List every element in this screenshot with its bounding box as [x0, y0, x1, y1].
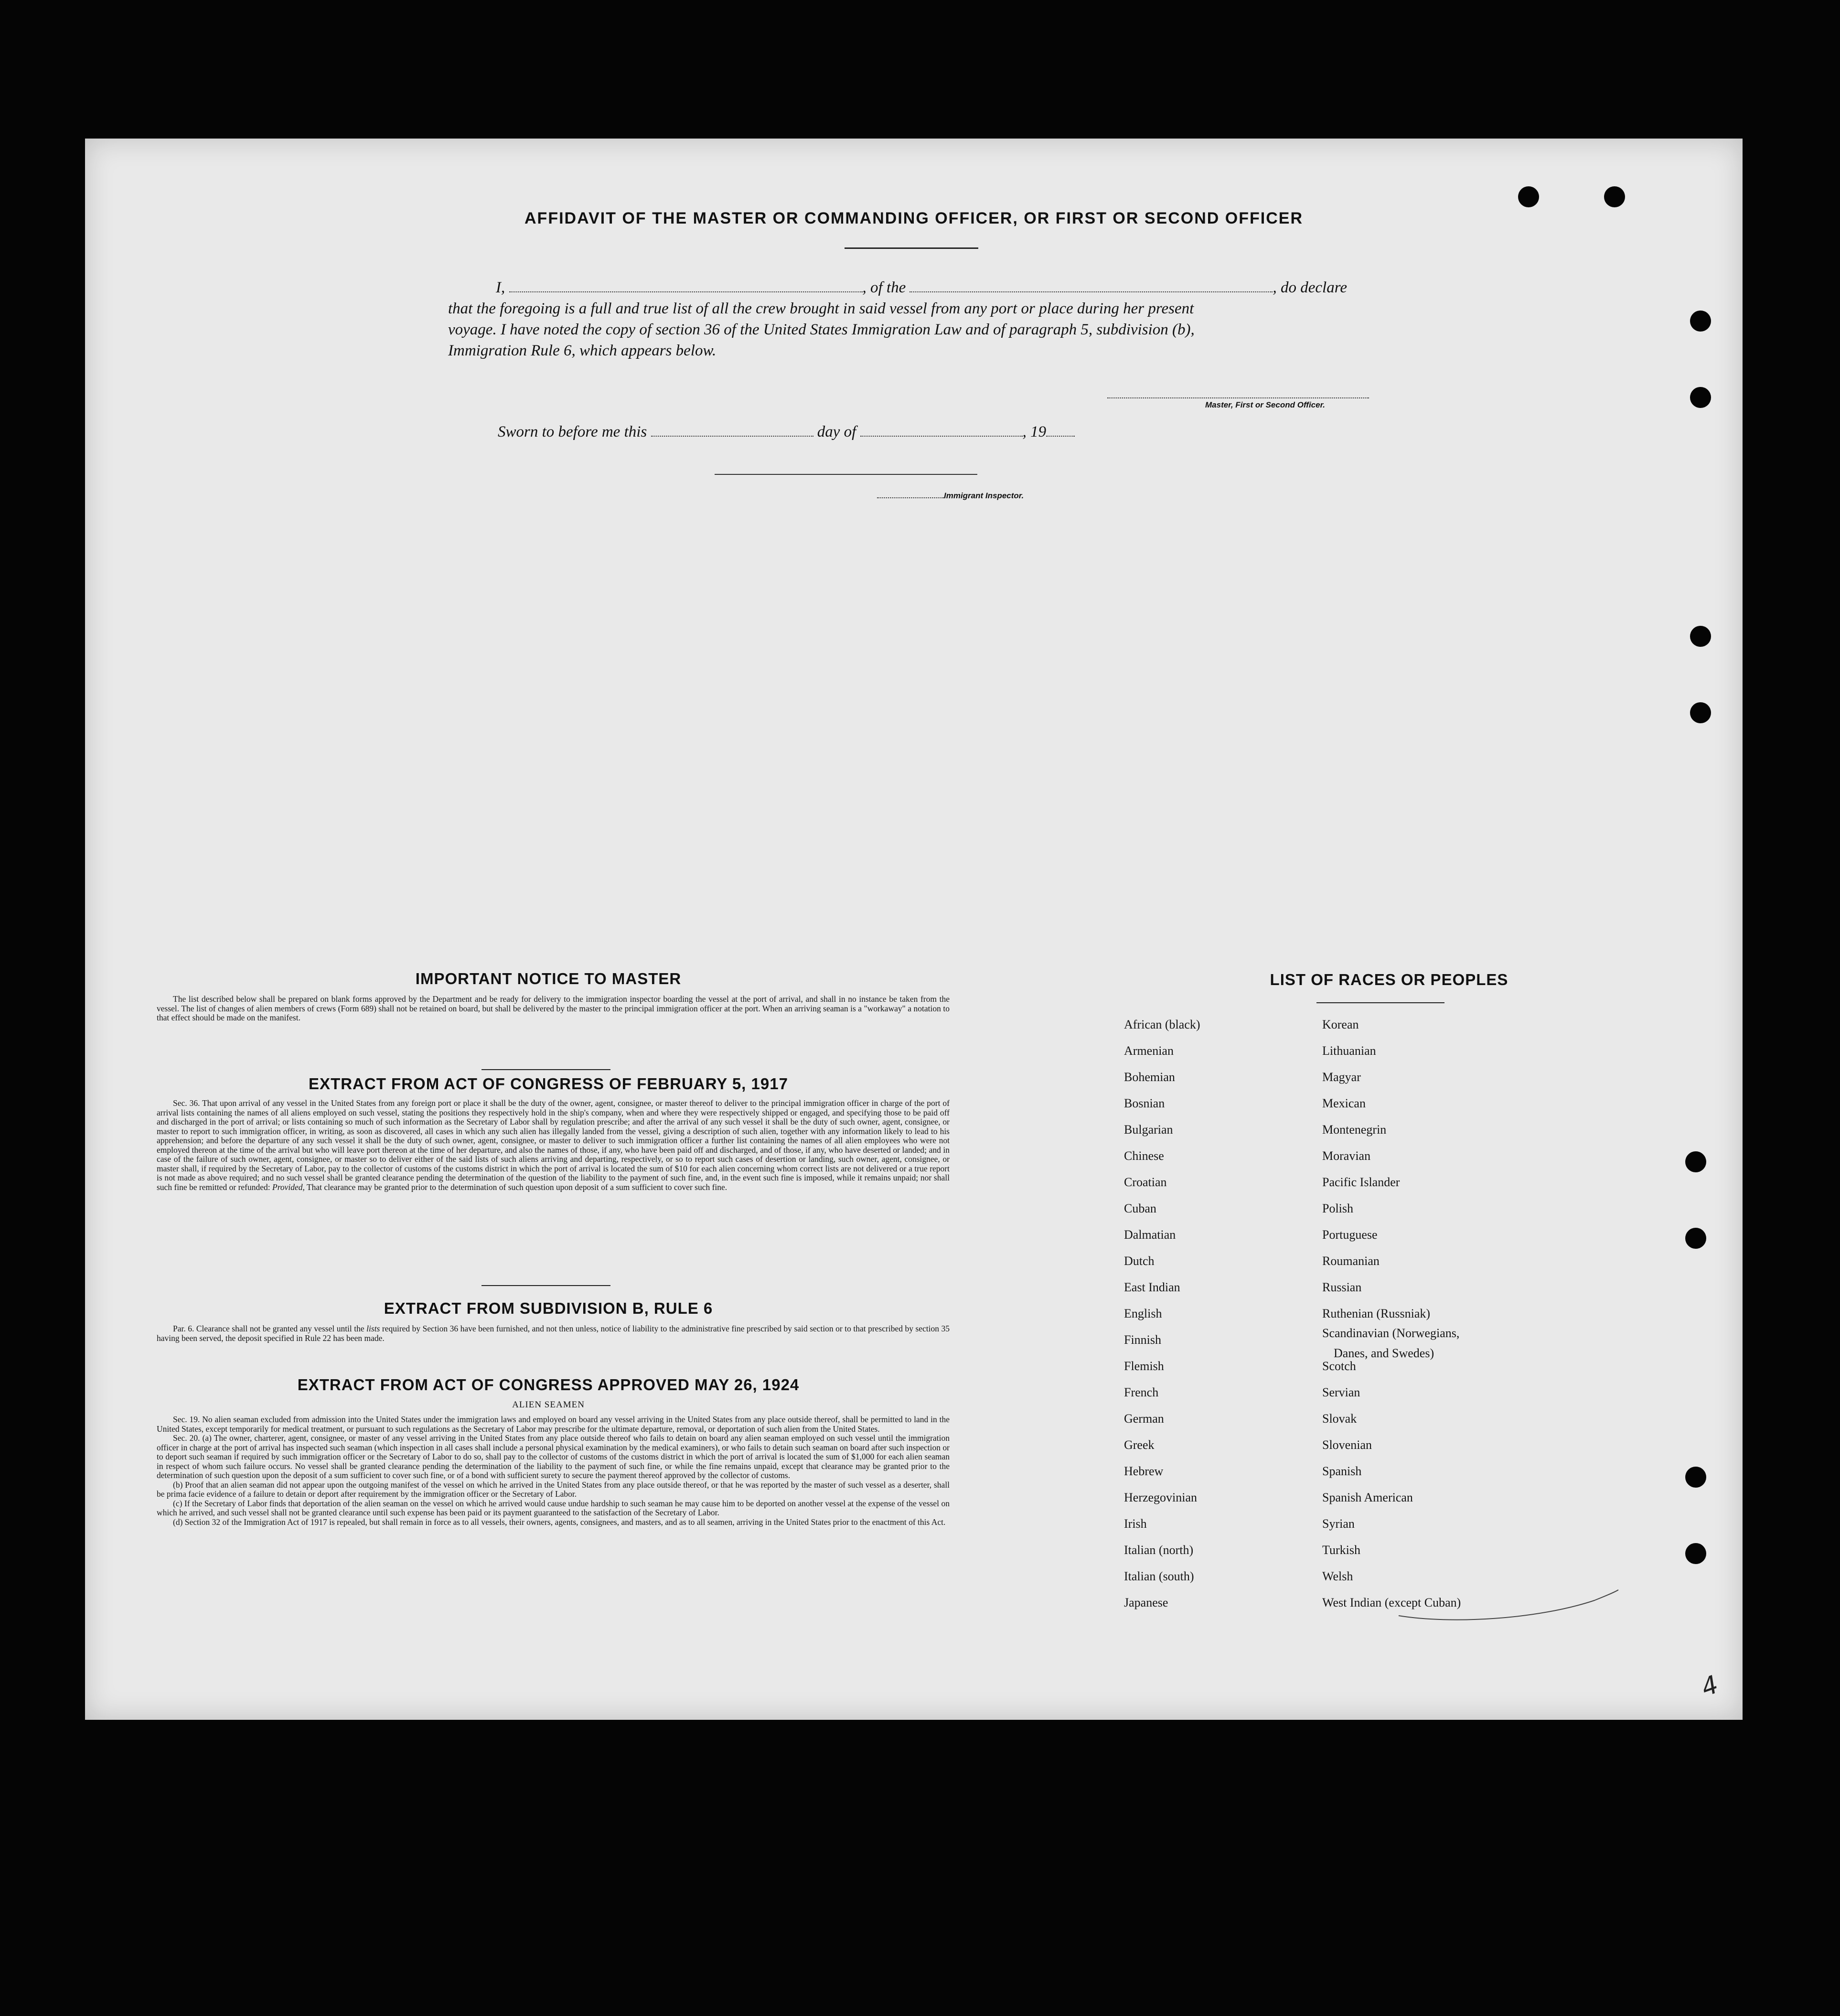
binder-hole	[1685, 1228, 1706, 1249]
binder-hole	[1685, 1543, 1706, 1564]
handwritten-flourish	[1394, 1586, 1623, 1634]
vessel-blank[interactable]	[909, 291, 1273, 292]
year-blank[interactable]	[1046, 436, 1075, 437]
race-item: Russian	[1322, 1280, 1362, 1294]
race-item: Turkish	[1322, 1543, 1360, 1557]
divider	[481, 1285, 610, 1286]
extract-1924-title: EXTRACT FROM ACT OF CONGRESS APPROVED MAY 26, 1924	[297, 1376, 800, 1394]
race-item: Scandinavian (Norwegians,	[1322, 1326, 1460, 1340]
divider	[481, 1069, 610, 1070]
race-item: Spanish American	[1322, 1491, 1413, 1504]
sec19-text: Sec. 19. No alien seaman excluded from admission into the United States under the immigration laws and employed on board any vessel arriving in the United States from any place outside thereof, shall be permitted to land in the United States, except temporarily for medical treatment, or pursuant to such regulations as the Secretary of Labor may prescribe for the ultimate departure, removal, or deportation of such alien from the United States.	[157, 1415, 950, 1434]
race-item: Slovenian	[1322, 1438, 1372, 1452]
binder-hole	[1690, 702, 1711, 723]
extract-rule6-text	[157, 1324, 950, 1343]
race-item: Scotch	[1322, 1359, 1356, 1373]
binder-hole	[1518, 186, 1539, 207]
race-item: East Indian	[1124, 1280, 1180, 1294]
race-item: Polish	[1322, 1201, 1354, 1215]
affidavit-line-3: voyage. I have noted the copy of section 36 of the United States Immigration Law and of paragraph 5, subdivision (b),	[448, 321, 1195, 338]
extract-rule6-title: EXTRACT FROM SUBDIVISION B, RULE 6	[384, 1299, 713, 1317]
extract-1924-text	[157, 1415, 950, 1527]
race-item: Bosnian	[1124, 1096, 1165, 1110]
inspector-label-line	[877, 491, 1024, 501]
affidavit-line-1	[496, 277, 1347, 298]
affidavit-line-4: Immigration Rule 6, which appears below.	[448, 342, 717, 359]
par6-text-a: Par. 6. Clearance shall not be granted any vessel until the	[173, 1324, 364, 1333]
form-sheet	[85, 139, 1743, 1720]
inspector-blank[interactable]	[877, 497, 944, 498]
race-item: Magyar	[1322, 1070, 1361, 1084]
extract-1917-text	[157, 1099, 950, 1192]
sworn-text: Sworn to before me this	[498, 423, 647, 440]
race-item: Dalmatian	[1124, 1228, 1176, 1242]
race-item: French	[1124, 1385, 1159, 1399]
race-item: Hebrew	[1124, 1464, 1164, 1478]
provided-word: Provided,	[272, 1182, 305, 1192]
race-item: Bohemian	[1124, 1070, 1175, 1084]
alien-seamen-subtitle: ALIEN SEAMEN	[512, 1400, 585, 1410]
races-title-underline	[1316, 1002, 1444, 1003]
notice-title: IMPORTANT NOTICE TO MASTER	[415, 970, 682, 987]
race-item: Cuban	[1124, 1201, 1156, 1215]
affidavit-title: AFFIDAVIT OF THE MASTER OR COMMANDING OFFICER, OR FIRST OR SECOND OFFICER	[524, 209, 1303, 227]
day-blank[interactable]	[651, 436, 813, 437]
lists-word: lists	[366, 1324, 380, 1333]
race-item: Bulgarian	[1124, 1123, 1173, 1137]
binder-hole	[1690, 626, 1711, 647]
race-item: Croatian	[1124, 1175, 1167, 1189]
name-blank[interactable]	[509, 291, 863, 292]
sec20a-text: Sec. 20. (a) The owner, charterer, agent, consignee, or master of any vessel arriving in the United States from any place outside thereof who fails to detain on board any alien seaman employed on such vessel until the immigration officer in charge at the port of arrival has inspected such seaman (which inspection in all cases shall include a personal physical examination by the medical examiners), or who fails to detain such seaman on board after such inspection or to deport such seaman if required by such immigration officer or the Secretary of Labor to do so, shall pay to the collector of customs of the customs district in which the port of arrival is located the sum of $1,000 for each alien seaman in respect of whom such failure occurs. No vessel shall be granted clearance pending the determination of the liability to the payment of such fine, or while the fine remains unpaid, except that clearance may be granted prior to the determination of such question upon the deposit of a sum sufficient to cover such fine, or of a bond with sufficient surety to secure the payment thereof approved by the collector of customs.	[157, 1433, 950, 1480]
race-item: Servian	[1322, 1385, 1360, 1399]
binder-hole	[1690, 387, 1711, 408]
sworn-line	[498, 421, 1075, 442]
race-item: Danes, and Swedes)	[1334, 1346, 1434, 1360]
sec20d-text: (d) Section 32 of the Immigration Act of 1917 is repealed, but shall remain in force as to all vessels, their owners, agents, consignees, and masters, and as to all seamen, arriving in the United States prior to the enactment of this Act.	[173, 1517, 946, 1527]
race-item: English	[1124, 1307, 1162, 1320]
race-item: Flemish	[1124, 1359, 1164, 1373]
race-item: Slovak	[1322, 1412, 1357, 1426]
binder-hole	[1604, 186, 1625, 207]
race-item: Herzegovinian	[1124, 1491, 1198, 1504]
sec20b-text: (b) Proof that an alien seaman did not appear upon the outgoing manifest of the vessel on which he arrived in the United States from any place outside thereof, or that he was reported by the master of such vessel as a deserter, shall be prima facie evidence of a failure to detain or deport after requirement by the immigration officer or the Secretary of Labor.	[157, 1480, 950, 1499]
race-item: Japanese	[1124, 1596, 1168, 1609]
notice-text	[157, 995, 950, 1023]
race-item: Greek	[1124, 1438, 1155, 1452]
race-item: Italian (north)	[1124, 1543, 1194, 1557]
race-item: Montenegrin	[1322, 1123, 1387, 1137]
notice-paragraph: The list described below shall be prepared on blank forms approved by the Department and be ready for delivery to the immigration inspector boarding the vessel at the port of arrival, and shall in no instance be taken from the vessel. The list of changes of alien members of crews (Form 689) shall not be retained on board, but shall be delivered by the master to the principal immigration officer at the port. When an arriving seaman is a "workaway" a notation to that effect should be made on the manifest.	[157, 994, 950, 1022]
race-item: Pacific Islander	[1322, 1175, 1400, 1189]
affidavit-do-declare: , do declare	[1273, 279, 1347, 296]
binder-hole	[1690, 311, 1711, 332]
extract-1917-title: EXTRACT FROM ACT OF CONGRESS OF FEBRUARY 5, 1917	[309, 1075, 788, 1093]
race-item: Mexican	[1322, 1096, 1366, 1110]
race-item: Moravian	[1322, 1149, 1371, 1163]
race-item: Syrian	[1322, 1517, 1355, 1531]
race-item: Armenian	[1124, 1044, 1174, 1058]
race-item: Welsh	[1322, 1569, 1353, 1583]
sec20c-text: (c) If the Secretary of Labor finds that deportation of the alien seaman on the vessel on which he arrived would cause undue hardship to such seaman he may cause him to be deported on another vessel at the expense of the vessel on which he arrived, and such vessel shall not be granted clearance until such expense has been paid or its payment guaranteed to the satisfaction of the Secretary of Labor.	[157, 1498, 950, 1517]
race-item: Finnish	[1124, 1333, 1162, 1347]
sec36-text-end: That clearance may be granted prior to the determination of such question upon deposit of a sum sufficient to cover such fine.	[306, 1182, 727, 1192]
race-item: Dutch	[1124, 1254, 1155, 1268]
race-item: Korean	[1322, 1018, 1359, 1031]
race-item: Lithuanian	[1322, 1044, 1376, 1058]
race-item: Portuguese	[1322, 1228, 1378, 1242]
race-item: African (black)	[1124, 1018, 1200, 1031]
race-item: German	[1124, 1412, 1164, 1426]
race-item: Roumanian	[1322, 1254, 1380, 1268]
race-item: Chinese	[1124, 1149, 1164, 1163]
master-signature-label: Master, First or Second Officer.	[1205, 400, 1325, 409]
binder-hole	[1685, 1151, 1706, 1172]
affidavit-i: I,	[496, 279, 505, 296]
margin-mark: 4	[1697, 1670, 1722, 1703]
sworn-year-prefix: , 19	[1022, 423, 1047, 440]
inspector-label: Immigrant Inspector.	[944, 491, 1024, 500]
month-blank[interactable]	[860, 436, 1023, 437]
title-underline	[845, 247, 978, 249]
binder-hole	[1685, 1467, 1706, 1488]
affidavit-line-2: that the foregoing is a full and true list of all the crew brought in said vessel from any port or place during her present	[448, 300, 1194, 317]
race-item: Italian (south)	[1124, 1569, 1194, 1583]
sec36-text: Sec. 36. That upon arrival of any vessel in the United States from any foreign port or place it shall be the duty of the owner, agent, consignee, or master thereof to deliver to the principal immigration officer in charge of the port of arrival lists containing the names of all aliens employed on such vessel, stating the positions they respectively hold in the ship's company, when and where they were respectively shipped or engaged, and specifying those to be paid off and discharged in the port of arrival; or lists containing so much of such information as the Secretary of Labor shall by regulation prescribe; and after the arrival of any such vessel it shall be the duty of such owner, agent, consignee, or master to report to such immigration officer, in writing, as soon as discovered, all cases in which any such alien has illegally landed from the vessel, giving a description of such alien, together with any information likely to lead to his apprehension; and before the departure of any such vessel it shall be the duty of such owner, agent, consignee, or master to deliver to such immigration officer a further list containing the names of all alien employees who were not employed thereon at the time of the arrival but who will leave port thereon at the time of her departure, and also the names of those, if any, who have been paid off and discharged, and of those, if any, who have deserted or landed; and in case of the failure of such owner, agent, consignee, or master so to deliver either of the said lists of such aliens arriving and departing, respectively, or so to report such cases of desertion or landing, such owner, agent, consignee, or master shall, if required by the Secretary of Labor, pay to the collector of customs of the customs district in which the port of arrival is located the sum of $10 for each alien concerning whom correct lists are not delivered or a true report is not made as above required; and no such vessel shall be granted clearance pending the determination of the question of the liability to the payment of such fine, and, in the event such fine is imposed, while it remains unpaid; nor shall such fine be remitted or refunded:	[157, 1098, 950, 1192]
races-title: LIST OF RACES OR PEOPLES	[1270, 971, 1508, 988]
sworn-day-of: day of	[817, 423, 856, 440]
master-signature-line[interactable]	[1107, 397, 1369, 398]
race-item: Spanish	[1322, 1464, 1362, 1478]
affidavit-of-the: , of the	[862, 279, 906, 296]
inspector-signature-line[interactable]	[715, 473, 977, 475]
race-item: Irish	[1124, 1517, 1147, 1531]
race-item: Ruthenian (Russniak)	[1322, 1307, 1431, 1320]
race-item: West Indian (except Cuban)	[1322, 1596, 1461, 1609]
par6-text-b: required by Section 36 have been furnished, and not then unless, notice of liability to the administrative fine prescribed by said section or to that prescribed by section 35 having been served, the deposit specified in Rule 22 has been made.	[157, 1324, 950, 1343]
